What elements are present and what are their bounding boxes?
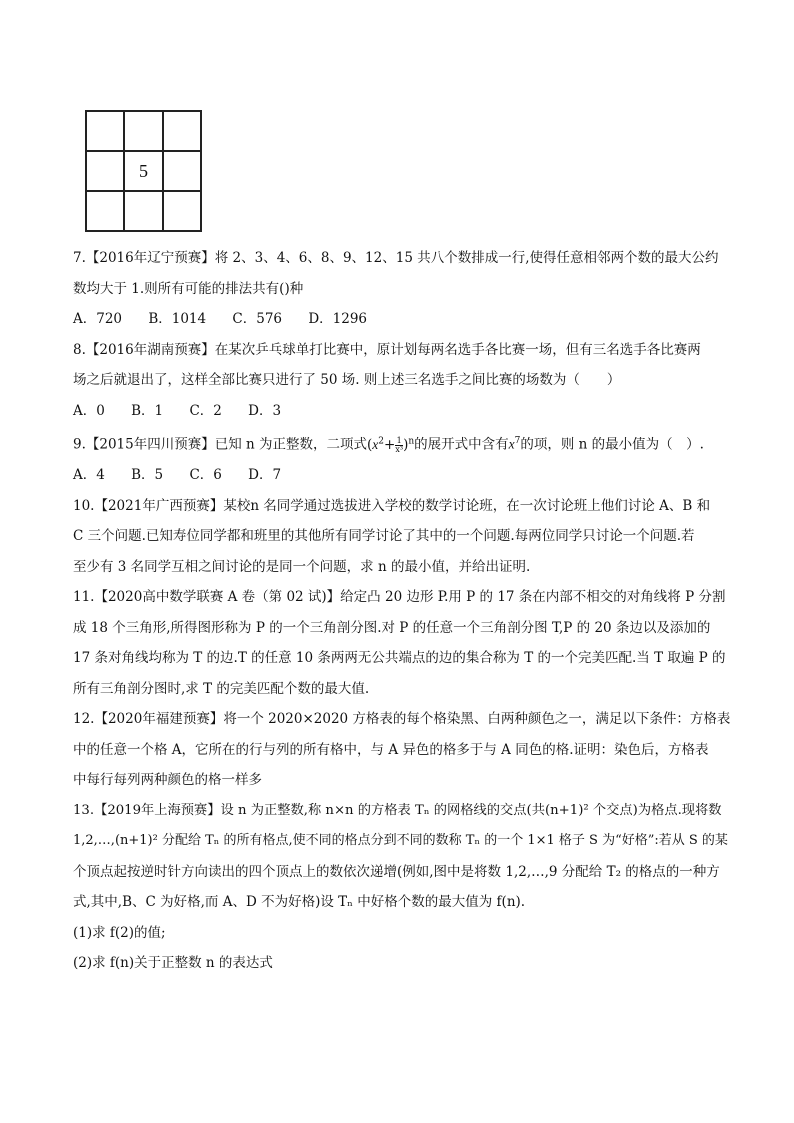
problem-8-line: 场之后就退出了，这样全部比赛只进行了 50 场. 则上述三名选手之间比赛的场数为（ ）: [73, 372, 621, 388]
problem-8: [73, 335, 733, 427]
term: x: [508, 436, 515, 452]
fraction-numerator: 1: [396, 435, 402, 445]
problem-12-line: 12.【2020年福建预赛】将一个 2020×2020 方格表的每个格染黑、白两种颜色之一，满足以下条件：方格表: [73, 711, 731, 727]
problem-12: [73, 704, 733, 796]
grid-cell: [124, 111, 163, 151]
grid-row: [86, 111, 201, 151]
grid-row: [86, 151, 201, 191]
formula-power: n: [408, 436, 415, 446]
problem-13-line: 个顶点起按逆时针方向读出的四个顶点上的数依次递增(例如,图中是将数 1,2,…,9 分配给 T₂ 的格点的一种方: [73, 863, 720, 880]
problem-10-line: 10.【2021年广西预赛】某校n 名同学通过选拔进入学校的数学讨论班，在一次讨论班上他们讨论 A、B 和: [73, 497, 711, 514]
problem-10-line: 至少有 3 名同学互相之间讨论的是同一个问题，求 n 的最小值，并给出证明.: [73, 558, 531, 575]
option-c: C．2: [189, 402, 222, 419]
grid-cell: [86, 111, 124, 151]
problem-7-line: 7.【2016年辽宁预赛】将 2、3、4、6、8、9、12、15 共八个数排成一行,使得任意相邻两个数的最大公约: [73, 250, 719, 266]
grid-cell: [86, 191, 124, 231]
problem-11: [73, 582, 733, 704]
grid-cell: [163, 151, 201, 191]
formula-base: x: [372, 436, 379, 452]
fraction-denominator: x³: [395, 444, 404, 454]
option-d: D．7: [248, 467, 282, 483]
option-b: B．1014: [148, 311, 207, 327]
grid-cell: [124, 191, 163, 231]
problem-10: [73, 491, 733, 583]
problem-11-line: 11.【2020高中数学联赛 A 卷（第 02 试)】给定凸 20 边形 P.用 P 的 17 条在内部不相交的对角线将 P 分割: [73, 589, 726, 605]
problem-7-options: [73, 304, 733, 335]
problem-11-line: 17 条对角线均称为 T 的边.T 的任意 10 条两两无公共端点的边的集合称为 T 的一个完美匹配.当 T 取遍 P 的: [73, 650, 726, 666]
option-a: A．720: [73, 311, 123, 327]
option-a: A．0: [73, 402, 105, 419]
option-a: A．4: [73, 467, 105, 483]
problem-7: [73, 243, 733, 335]
problem-8-options: [73, 396, 733, 427]
problem-11-line: 所有三角剖分图时,求 T 的完美匹配个数的最大值.: [73, 680, 370, 697]
problem-9: [73, 426, 733, 491]
term-exp: 7: [514, 436, 521, 446]
problem-9-prefix: 9.【2015年四川预赛】已知 n 为正整数，二项式: [73, 436, 368, 453]
option-d: D．3: [248, 402, 282, 419]
option-d: D．1296: [308, 311, 367, 327]
grid-cell: [86, 151, 124, 191]
formula-fraction: [395, 437, 403, 454]
problem-9-middle: 的展开式中含有: [414, 436, 509, 453]
grid-row: [86, 191, 201, 231]
problem-13-line: 13.【2019年上海预赛】设 n 为正整数,称 n×n 的方格表 Tₙ 的网格线的交点(共(n+1)² 个交点)为格点.现将数: [73, 802, 722, 818]
problem-11-line: 成 18 个三角形,所得图形称为 P 的一个三角剖分图.对 P 的任意一个三角剖分图 T,P 的 20 条边以及添加的: [73, 619, 711, 636]
problem-13: [73, 796, 733, 979]
option-b: B．5: [131, 467, 164, 483]
problem-list: [73, 243, 733, 979]
option-c: C．576: [232, 311, 283, 327]
problem-13-line: 1,2,…,(n+1)² 分配给 Tₙ 的所有格点,使不同的格点分到不同的数称 Tₙ 的一个 1×1 格子 S 为“好格”:若从 S 的某: [73, 833, 728, 848]
problem-12-line: 中的任意一个格 A，它所在的行与列的所有格中，与 A 异色的格多于与 A 同色的格.证明：染色后，方格表: [73, 741, 709, 758]
number-grid-figure: [85, 110, 202, 224]
problem-13-line: 式,其中,B、C 为好格,而 A、D 不为好格)设 Tₙ 中好格个数的最大值为 f(n).: [73, 894, 526, 910]
problem-12-line: 中每行每列两种颜色的格一样多: [73, 772, 262, 788]
grid-cell-center: 5: [124, 151, 163, 191]
grid-cell: [163, 111, 201, 151]
problem-7-line: 数均大于 1.则所有可能的排法共有()种: [73, 280, 304, 297]
problem-9-options: [73, 460, 733, 491]
binomial-formula: ($x^2+$ $\frac{1}{\text{x³}}$ )$^n$: [367, 435, 415, 454]
problem-13-subquestion: (1)求 f(2)的值;: [73, 924, 166, 941]
problem-10-line: C 三个问题.已知寿位同学都和班里的其他所有同学讨论了其中的一个问题.每两位同学只讨论一个问题.若: [73, 528, 695, 544]
problem-8-line: 8.【2016年湖南预赛】在某次乒乓球单打比赛中，原计划每两名选手各比赛一场，但有三名选手各比赛两: [73, 341, 701, 358]
grid-cell: [163, 191, 201, 231]
problem-9-suffix: 的项，则 n 的最小值为（ ）.: [520, 436, 704, 453]
problem-13-subquestion: (2)求 f(n)关于正整数 n 的表达式: [73, 955, 273, 971]
problem-9-line: [73, 426, 733, 460]
formula-exp: 2: [378, 436, 385, 446]
option-c: C．6: [189, 467, 222, 483]
option-b: B．1: [131, 402, 164, 419]
